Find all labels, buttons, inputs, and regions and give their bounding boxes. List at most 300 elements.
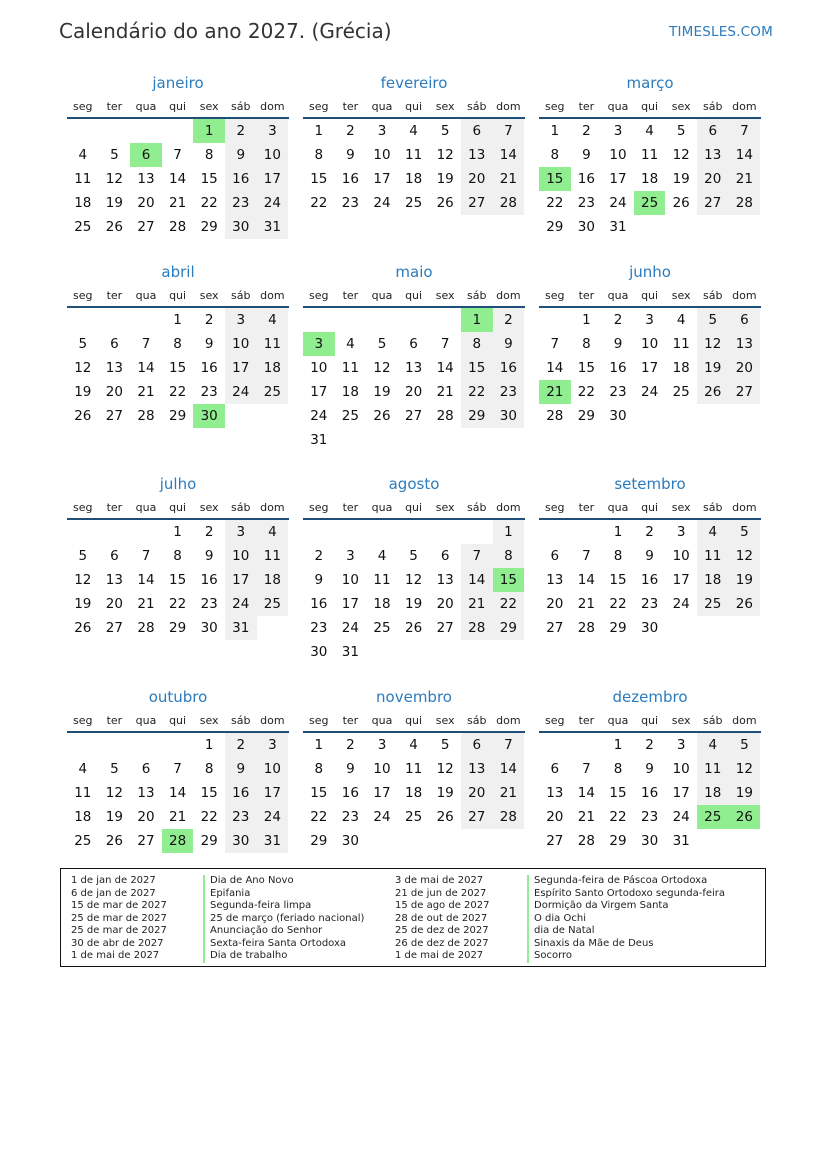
day-cell: 18 [257, 568, 289, 592]
weekday-label: qua [371, 100, 393, 113]
holiday-day-cell: 25 [634, 191, 666, 215]
day-cell: 8 [204, 761, 214, 777]
day-cell: 6 [110, 548, 119, 564]
day-cell: 25 [672, 384, 690, 400]
day-cell: 3 [676, 524, 686, 540]
day-cell: 6 [550, 761, 560, 777]
day-cell: 28 [577, 833, 595, 849]
day-cell: 23 [341, 809, 359, 825]
day-cell: 22 [609, 596, 627, 612]
day-cell: 17 [341, 596, 359, 612]
day-cell: 14 [137, 360, 155, 376]
day-cell: 5 [729, 733, 761, 757]
day-cell: 17 [672, 572, 690, 588]
weekday-label: sex [671, 289, 691, 302]
weekday-label: ter [342, 100, 359, 113]
weekday-label: sáb [231, 289, 251, 302]
weekday-label: dom [260, 501, 285, 514]
day-cell: 7 [141, 548, 151, 564]
day-cell: 7 [493, 119, 525, 143]
day-cell: 5 [729, 520, 761, 544]
day-cell: 12 [404, 572, 423, 588]
day-cell: 1 [314, 737, 324, 753]
day-cell: 2 [314, 548, 324, 564]
day-cell: 27 [729, 380, 761, 404]
day-cell: 17 [373, 785, 391, 801]
day-cell: 4 [78, 147, 88, 163]
weekday-label: seg [73, 289, 93, 302]
day-cell: 27 [461, 191, 493, 215]
day-cell: 10 [257, 757, 289, 781]
day-cell: 9 [346, 147, 355, 163]
day-cell: 13 [105, 572, 123, 588]
day-cell: 28 [546, 408, 564, 424]
day-cell: 28 [461, 616, 493, 640]
day-cell: 28 [137, 408, 155, 424]
weekday-label: sáb [467, 289, 487, 302]
legend-date: 28 de out de 2027 [395, 912, 488, 924]
day-cell: 24 [257, 191, 289, 215]
weekday-label: sex [199, 501, 219, 514]
empty-cell [539, 733, 571, 757]
day-cell: 11 [257, 544, 289, 568]
day-grid [539, 733, 761, 853]
day-cell: 12 [105, 785, 123, 801]
day-cell: 9 [493, 332, 525, 356]
day-cell: 8 [461, 332, 493, 356]
day-cell: 22 [168, 596, 187, 612]
day-cell: 7 [173, 761, 182, 777]
legend-holiday-name: Socorro [527, 950, 725, 963]
month-name: outubro [148, 688, 208, 706]
day-cell: 2 [645, 524, 654, 540]
month-julho [67, 471, 289, 640]
empty-cell [130, 733, 162, 757]
legend-holiday-name: dia de Natal [527, 925, 725, 938]
weekday-label: sex [199, 100, 219, 113]
month-junho [539, 259, 761, 428]
day-cell: 25 [697, 592, 729, 616]
day-cell: 3 [225, 520, 257, 544]
weekday-label: sex [199, 714, 219, 727]
day-cell: 24 [672, 596, 690, 612]
month-abril [67, 259, 289, 428]
day-cell: 20 [461, 781, 493, 805]
day-cell: 2 [346, 737, 355, 753]
empty-cell [366, 520, 398, 544]
day-cell: 31 [225, 616, 257, 640]
day-grid [539, 520, 761, 640]
day-cell: 5 [676, 123, 686, 139]
day-cell: 9 [613, 336, 623, 352]
day-cell: 6 [461, 733, 493, 757]
month-name: julho [159, 475, 197, 493]
day-cell: 20 [546, 809, 564, 825]
legend-date: 30 de abr de 2027 [71, 937, 164, 949]
day-cell: 3 [257, 733, 289, 757]
day-cell: 24 [373, 809, 391, 825]
day-cell: 8 [173, 548, 182, 564]
day-cell: 10 [225, 544, 257, 568]
day-cell: 7 [141, 336, 151, 352]
day-cell: 1 [550, 123, 560, 139]
day-cell: 13 [461, 143, 493, 167]
day-cell: 14 [493, 757, 525, 781]
day-cell: 14 [577, 785, 595, 801]
day-cell: 17 [225, 356, 257, 380]
day-cell: 7 [582, 548, 591, 564]
brand-link[interactable]: TIMESLES.COM [669, 24, 773, 40]
day-cell: 23 [640, 809, 659, 825]
day-grid [539, 308, 761, 428]
day-cell: 31 [257, 215, 289, 239]
empty-cell [99, 119, 131, 143]
holiday-day-cell: 6 [130, 143, 162, 167]
day-cell: 24 [640, 384, 659, 400]
day-cell: 9 [645, 761, 654, 777]
day-cell: 22 [461, 380, 493, 404]
day-cell: 3 [377, 737, 387, 753]
weekday-label: seg [309, 714, 329, 727]
day-cell: 21 [137, 596, 155, 612]
day-cell: 13 [137, 171, 155, 187]
day-cell: 14 [168, 171, 187, 187]
day-cell: 12 [729, 757, 761, 781]
day-cell: 4 [409, 123, 418, 139]
holiday-day-cell: 26 [729, 805, 761, 829]
day-grid [67, 308, 289, 428]
day-cell: 7 [550, 336, 560, 352]
day-cell: 12 [105, 171, 123, 187]
day-cell: 4 [676, 312, 686, 328]
empty-cell [539, 520, 571, 544]
month-name: março [626, 74, 674, 92]
day-cell: 15 [609, 785, 627, 801]
day-cell: 16 [225, 781, 257, 805]
day-cell: 24 [310, 408, 328, 424]
day-cell: 23 [493, 380, 525, 404]
day-cell: 11 [640, 147, 659, 163]
weekday-header [303, 96, 525, 119]
day-grid [67, 733, 289, 853]
month-name: abril [161, 263, 195, 281]
day-cell: 29 [493, 616, 525, 640]
empty-cell [130, 119, 162, 143]
legend-dates-col-2 [395, 875, 489, 963]
weekday-label: qui [169, 100, 187, 113]
day-cell: 6 [409, 336, 418, 352]
day-cell: 7 [461, 544, 493, 568]
day-cell: 20 [404, 384, 423, 400]
day-cell: 30 [225, 829, 257, 853]
empty-cell [162, 733, 194, 757]
day-cell: 6 [697, 119, 729, 143]
day-cell: 19 [436, 785, 454, 801]
weekday-label: sáb [703, 100, 723, 113]
day-cell: 16 [577, 171, 595, 187]
day-cell: 15 [168, 572, 187, 588]
day-cell: 3 [613, 123, 623, 139]
empty-cell [67, 520, 99, 544]
weekday-label: qui [169, 714, 187, 727]
month-name: junho [629, 263, 671, 281]
day-cell: 29 [200, 219, 218, 235]
legend-date: 15 de ago de 2027 [395, 900, 490, 911]
day-cell: 30 [609, 408, 627, 424]
day-cell: 3 [257, 119, 289, 143]
day-cell: 26 [105, 219, 123, 235]
day-cell: 17 [640, 360, 659, 376]
weekday-label: qua [135, 289, 157, 302]
day-cell: 23 [200, 596, 218, 612]
day-cell: 26 [105, 833, 123, 849]
weekday-header [67, 96, 289, 119]
day-cell: 5 [697, 308, 729, 332]
day-cell: 12 [729, 544, 761, 568]
weekday-label: ter [578, 289, 595, 302]
day-cell: 1 [314, 123, 324, 139]
day-cell: 30 [310, 644, 328, 660]
weekday-label: qui [405, 501, 423, 514]
weekday-label: ter [578, 714, 595, 727]
day-cell: 7 [493, 733, 525, 757]
day-cell: 19 [729, 781, 761, 805]
day-cell: 6 [110, 336, 119, 352]
weekday-label: sáb [703, 501, 723, 514]
day-cell: 5 [409, 548, 418, 564]
weekday-label: seg [545, 501, 565, 514]
day-cell: 14 [461, 568, 493, 592]
day-cell: 8 [613, 761, 623, 777]
day-cell: 22 [310, 809, 328, 825]
legend-holiday-name: Dormição da Virgem Santa [527, 900, 725, 913]
month-name: setembro [614, 475, 686, 493]
day-cell: 3 [225, 308, 257, 332]
day-cell: 11 [404, 147, 423, 163]
day-cell: 20 [697, 167, 729, 191]
holiday-day-cell: 1 [461, 308, 493, 332]
day-cell: 13 [436, 572, 454, 588]
day-cell: 4 [257, 308, 289, 332]
weekday-label: qua [371, 289, 393, 302]
holiday-legend [60, 868, 766, 967]
weekday-label: dom [260, 100, 285, 113]
day-cell: 22 [493, 592, 525, 616]
day-cell: 11 [404, 761, 423, 777]
day-cell: 8 [493, 544, 525, 568]
legend-date: 26 de dez de 2027 [395, 937, 489, 949]
day-cell: 19 [436, 171, 454, 187]
weekday-label: sáb [703, 714, 723, 727]
day-cell: 27 [404, 408, 423, 424]
empty-cell [398, 308, 430, 332]
day-cell: 16 [609, 360, 627, 376]
day-cell: 19 [672, 171, 690, 187]
day-cell: 13 [137, 785, 155, 801]
day-cell: 22 [310, 195, 328, 211]
day-cell: 21 [137, 384, 155, 400]
weekday-label: ter [106, 714, 123, 727]
empty-cell [303, 520, 335, 544]
day-cell: 7 [173, 147, 182, 163]
weekday-label: qui [405, 100, 423, 113]
day-cell: 26 [404, 620, 423, 636]
empty-cell [99, 733, 131, 757]
weekday-label: seg [73, 100, 93, 113]
day-cell: 29 [168, 620, 187, 636]
holiday-day-cell: 21 [539, 380, 571, 404]
day-cell: 14 [137, 572, 155, 588]
legend-holiday-name: Dia de Ano Novo [203, 875, 364, 888]
day-cell: 7 [582, 761, 591, 777]
day-cell: 2 [645, 737, 654, 753]
day-cell: 21 [729, 167, 761, 191]
day-cell: 6 [729, 308, 761, 332]
day-cell: 27 [137, 219, 155, 235]
month-name: fevereiro [380, 74, 448, 92]
weekday-label: sex [671, 100, 691, 113]
weekday-label: qua [607, 714, 629, 727]
day-cell: 26 [74, 620, 92, 636]
weekday-label: qui [405, 714, 423, 727]
day-cell: 28 [137, 620, 155, 636]
day-cell: 10 [310, 360, 328, 376]
weekday-label: sex [199, 289, 219, 302]
day-cell: 1 [582, 312, 591, 328]
day-cell: 8 [582, 336, 591, 352]
day-cell: 2 [493, 308, 525, 332]
day-cell: 5 [110, 761, 119, 777]
day-cell: 18 [74, 195, 92, 211]
day-cell: 18 [341, 384, 359, 400]
weekday-label: qua [607, 289, 629, 302]
empty-cell [571, 733, 603, 757]
day-cell: 9 [204, 336, 214, 352]
day-cell: 19 [74, 596, 92, 612]
day-cell: 20 [105, 384, 123, 400]
day-cell: 16 [493, 356, 525, 380]
empty-cell [99, 520, 131, 544]
day-cell: 2 [204, 312, 214, 328]
month-name: maio [395, 263, 433, 281]
day-cell: 28 [168, 219, 187, 235]
day-grid [539, 119, 761, 239]
day-cell: 5 [78, 336, 88, 352]
day-cell: 21 [168, 809, 187, 825]
legend-date: 1 de mai de 2027 [71, 950, 160, 961]
empty-cell [571, 520, 603, 544]
day-cell: 24 [341, 620, 359, 636]
weekday-label: ter [106, 501, 123, 514]
day-cell: 24 [225, 380, 257, 404]
month-setembro [539, 471, 761, 640]
day-cell: 30 [640, 620, 659, 636]
day-cell: 22 [200, 195, 218, 211]
day-cell: 14 [729, 143, 761, 167]
weekday-label: seg [73, 501, 93, 514]
day-cell: 25 [74, 219, 92, 235]
day-cell: 13 [546, 572, 564, 588]
day-cell: 31 [672, 833, 690, 849]
day-cell: 21 [436, 384, 454, 400]
day-cell: 1 [613, 524, 623, 540]
empty-cell [366, 308, 398, 332]
weekday-label: seg [545, 714, 565, 727]
day-cell: 7 [440, 336, 450, 352]
day-cell: 11 [74, 785, 92, 801]
weekday-label: sex [435, 289, 455, 302]
day-cell: 2 [582, 123, 591, 139]
day-cell: 19 [697, 356, 729, 380]
month-janeiro [67, 70, 289, 239]
empty-cell [67, 308, 99, 332]
day-cell: 5 [440, 737, 450, 753]
day-cell: 23 [225, 191, 257, 215]
day-cell: 10 [341, 572, 359, 588]
day-cell: 22 [577, 384, 595, 400]
day-cell: 1 [613, 737, 623, 753]
day-cell: 8 [314, 761, 324, 777]
day-cell: 12 [436, 147, 454, 163]
weekday-label: seg [309, 100, 329, 113]
weekday-label: ter [342, 501, 359, 514]
holiday-day-cell: 15 [539, 167, 571, 191]
month-maio [303, 259, 525, 452]
day-cell: 3 [377, 123, 387, 139]
day-cell: 11 [697, 544, 729, 568]
weekday-header [303, 710, 525, 733]
day-cell: 27 [697, 191, 729, 215]
holiday-day-cell: 28 [162, 829, 194, 853]
day-cell: 1 [493, 520, 525, 544]
day-cell: 30 [577, 219, 595, 235]
day-cell: 29 [310, 833, 328, 849]
day-cell: 10 [225, 332, 257, 356]
day-grid [303, 308, 525, 452]
empty-cell [67, 733, 99, 757]
weekday-label: seg [309, 501, 329, 514]
day-cell: 29 [577, 408, 595, 424]
day-cell: 15 [168, 360, 187, 376]
weekday-label: seg [545, 289, 565, 302]
weekday-label: dom [260, 289, 285, 302]
empty-cell [335, 520, 367, 544]
day-cell: 14 [168, 785, 187, 801]
weekday-label: qui [641, 501, 659, 514]
weekday-label: seg [73, 714, 93, 727]
day-cell: 17 [225, 568, 257, 592]
day-cell: 14 [436, 360, 454, 376]
day-cell: 5 [78, 548, 88, 564]
day-cell: 12 [373, 360, 391, 376]
weekday-label: sex [671, 501, 691, 514]
day-cell: 11 [373, 572, 391, 588]
day-cell: 19 [404, 596, 423, 612]
legend-date: 1 de mai de 2027 [395, 950, 484, 961]
month-março [539, 70, 761, 239]
day-cell: 13 [105, 360, 123, 376]
day-cell: 24 [373, 195, 391, 211]
day-cell: 2 [225, 119, 257, 143]
weekday-label: sáb [467, 501, 487, 514]
month-name: dezembro [612, 688, 688, 706]
weekday-label: qui [641, 714, 659, 727]
legend-holiday-name: Sinaxis da Mãe de Deus [527, 938, 725, 951]
day-cell: 21 [493, 167, 525, 191]
day-cell: 14 [493, 143, 525, 167]
day-cell: 8 [173, 336, 182, 352]
day-cell: 30 [341, 833, 359, 849]
